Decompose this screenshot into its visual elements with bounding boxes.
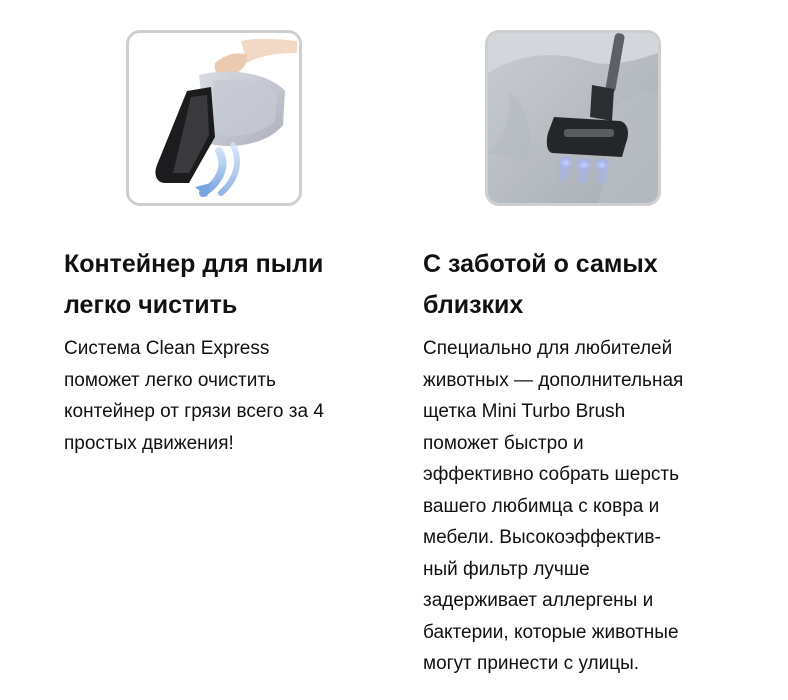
feature-description: Специально для любителей животных — дополнительная щетка Mini Turbo Brush поможет быстро и эффективно собрать шерсть вашего любимца с ковра и мебели. Высокоэффектив- ный фильтр лучше задерживает аллергены и бактерии, которые животные могут принести с улицы.	[423, 338, 684, 674]
turbo-brush-icon	[488, 33, 658, 203]
feature-description: Система Clean Express поможет легко очистить контейнер от грязи всего за 4 простых движения!	[64, 338, 324, 454]
mini-turbo-brush-image	[485, 30, 661, 206]
handheld-vacuum-container-image	[126, 30, 302, 206]
feature-title: Контейнер для пыли легко чистить	[64, 250, 324, 319]
feature-title: С заботой о самых близких	[423, 250, 658, 319]
handheld-vacuum-icon	[129, 33, 299, 203]
